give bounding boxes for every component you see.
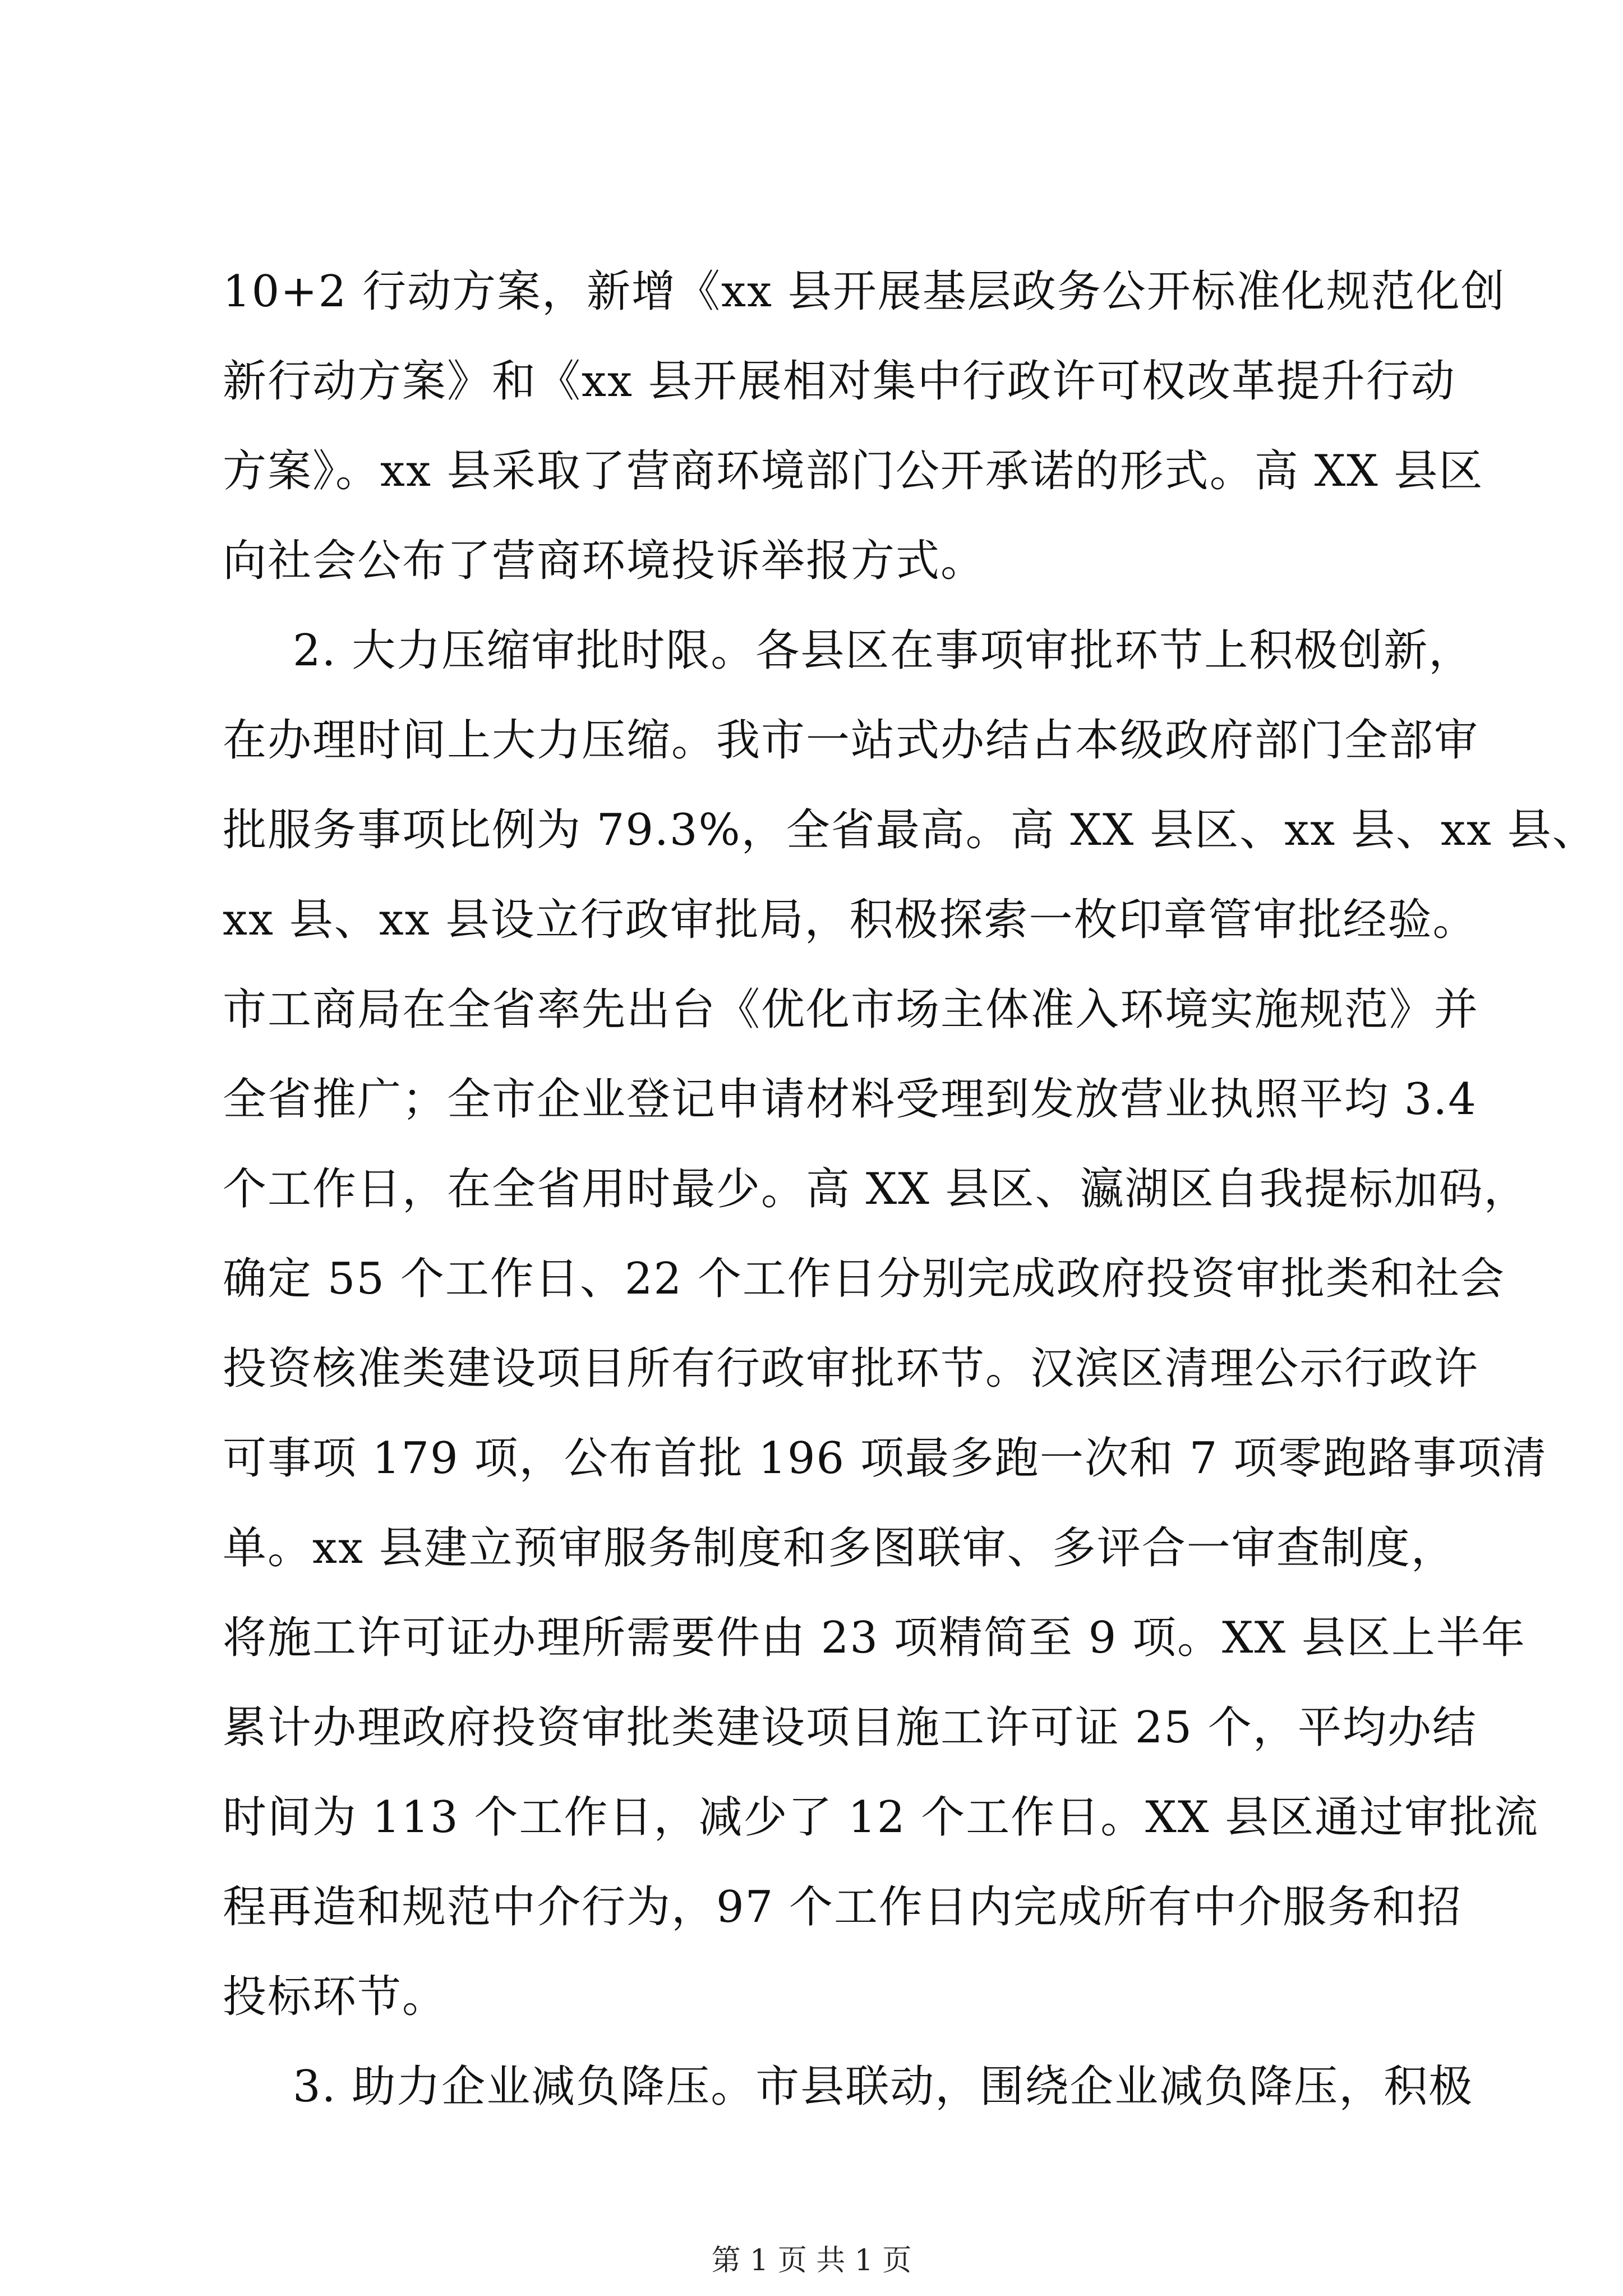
document-page: 10+2 行动方案，新增《xx 县开展基层政务公开标准化规范化创 新行动方案》和《xx 县开展相对集中行政许可权改革提升行动 方案》。xx 县采取了营商环境部门公开承诺的形式。高 XX 县区 向社会公布了营商环境投诉举报方式。 2. 大力压缩审批时限。各县区在事项审批环节上积极创新， 在办理时间上大力压缩。我市一站式办结占本级政府部门全部审 批服务事项比例为 79.3%，全省最高。高 XX 县区、xx 县、xx 县、 xx 县、xx 县设立行政审批局，积极探索一枚印章管审批经验。 市工商局在全省率先出台《优化市场主体准入环境实施规范》并 全省推广；全市企业登记申请材料受理到发放营业执照平均 3.4 个工作日，在全省用时最少。高 XX 县区、瀛湖区自我提标加码， 确定 55 个工作日、22 个工作日分别完成政府投资审批类和社会 投资核准类建设项目所有行政审批环节。汉滨区清理公示行政许 可事项 179 项，公布首批 196 项最多跑一次和 7 项零跑路事项清 单。xx 县建立预审服务制度和多图联审、多评合一审查制度， 将施工许可证办理所需要件由 23 项精简至 9 项。XX 县区上半年 累计办理政府投资审批类建设项目施工许可证 25 个，平均办结 时间为 113 个工作日，减少了 12 个工作日。XX 县区通过审批流 程再造和规范中介行为，97 个工作日内完成所有中介服务和招 投标环节。 3. 助力企业减负降压。市县联动，围绕企业减负降压，积极 [0,0,1623,2296]
page-footer: 第 1 页 共 1 页 [711,2244,912,2277]
